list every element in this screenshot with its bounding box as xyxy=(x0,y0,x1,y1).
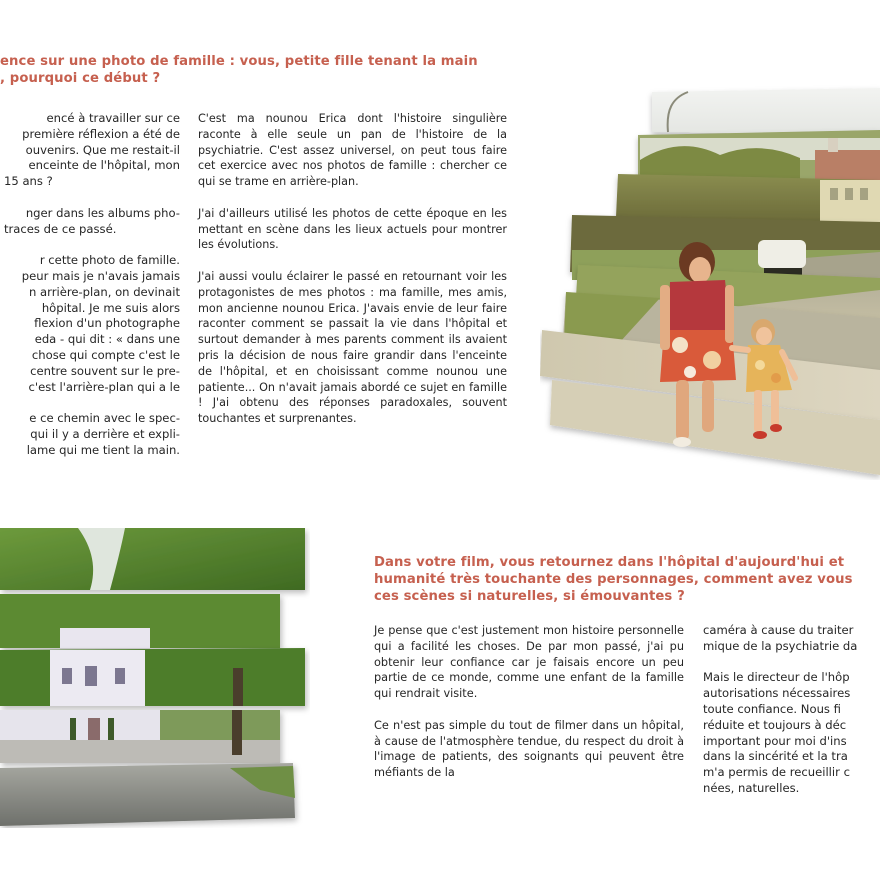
section2-heading-line: humanité très touchante des personnages, comment avez vous xyxy=(374,572,853,587)
section1-heading xyxy=(0,53,478,87)
text-line: encé à travailler sur ce xyxy=(46,111,180,125)
section2-right-column xyxy=(703,623,880,797)
text-line: centre souvent sur le pre- xyxy=(30,363,180,378)
text-line: n arrière-plan, on devinait xyxy=(29,284,180,299)
text-line: 15 ans ? xyxy=(4,174,53,189)
photo-strip xyxy=(0,528,305,590)
text-line: dans la sincérité et la tra xyxy=(703,749,848,764)
text-line: Mais le directeur de l'hôp xyxy=(703,670,850,685)
paragraph xyxy=(0,206,180,238)
paragraph: C'est ma nounou Erica dont l'histoire singulière raconte à elle seule un pan de l'histoire de la psychiatrie. C'est assez universel, on peut tous faire cet exercice avec nos photos de famille : chercher ce qui se trame en arrière-plan. xyxy=(198,112,507,189)
section1-right-column xyxy=(198,111,507,427)
text-line: r cette photo de famille. xyxy=(39,253,180,268)
text-line: c'est l'arrière-plan qui a le xyxy=(28,379,180,394)
photo-strip xyxy=(0,648,305,706)
paragraph: Ce n'est pas simple du tout de filmer dans un hôpital, à cause de l'atmosphère tendue, du respect du droit à l'image de patients, des soignants qui peuvent être méfiants de la xyxy=(374,718,684,780)
text-line: traces de ce passé. xyxy=(4,221,117,236)
text-line: nées, naturelles. xyxy=(703,780,800,795)
photo-strip xyxy=(652,88,880,135)
section2-heading-line: Dans votre film, vous retournez dans l'hôpital d'aujourd'hui et xyxy=(374,555,845,570)
section1-heading-line: ence sur une photo de famille : vous, petite fille tenant la main xyxy=(0,54,478,69)
paragraph xyxy=(0,411,180,458)
text-line: première réflexion a été de xyxy=(22,126,180,141)
hospital-avenue-photo-collage xyxy=(0,528,310,828)
text-line: ouvenirs. Que me restait-il xyxy=(25,142,180,157)
text-line: nger dans les albums pho- xyxy=(25,205,180,220)
text-line: chose qui compte c'est le xyxy=(31,347,180,362)
section1-heading-line: , pourquoi ce début ? xyxy=(0,71,161,86)
text-line: lame qui me tient la main. xyxy=(26,442,180,457)
text-line: peur mais je n'avais jamais xyxy=(21,268,180,283)
paragraph xyxy=(0,111,180,190)
text-line: important pour moi d'ins xyxy=(703,733,847,748)
text-line: m'a permis de recueillir c xyxy=(703,765,850,780)
paragraph: J'ai aussi voulu éclairer le passé en retournant voir les protagonistes de mes photos : ma famille, mes amis, mon ancienne nounou Erica. J'avais envie de leur faire raconter comment se passait la vie dans l'hôpital et surtout demander à mes parents comment ils avaient pris la décision de nous faire grandir dans l'enceinte de l'hôpital, et en choisissant comme nounou une patiente... On n'avait jamais abordé ce sujet en famille ! J'ai obtenu des réponses paradoxales, souvent touchantes et surprenantes. xyxy=(198,269,507,426)
paragraph xyxy=(703,670,880,796)
paragraph xyxy=(0,253,180,395)
section1-left-column xyxy=(0,111,180,459)
text-line: qui il y a derrière et expli- xyxy=(30,426,180,441)
paragraph: Je pense que c'est justement mon histoire personnelle qui a facilité les choses. De par mon passé, j'ai pu obtenir leur confiance car je faisais encore un peu partie de ce monde, comme une enfant de la famille qui rendrait visite. xyxy=(374,624,684,701)
paragraph xyxy=(703,623,880,655)
hospital-photo-illustration xyxy=(0,528,310,828)
text-line: toute confiance. Nous fi xyxy=(703,701,841,716)
vintage-family-photo-collage xyxy=(540,80,880,480)
text-line: flexion d'un photographe xyxy=(34,316,180,331)
section2-left-column xyxy=(374,623,684,781)
vintage-photo-illustration xyxy=(540,80,880,480)
text-line: enceinte de l'hôpital, mon xyxy=(28,158,180,173)
text-line: e ce chemin avec le spec- xyxy=(29,411,180,426)
text-line: caméra à cause du traiter xyxy=(703,623,854,637)
text-line: autorisations nécessaires xyxy=(703,686,851,701)
section2-heading xyxy=(374,554,853,605)
text-line: hôpital. Je me suis alors xyxy=(41,300,180,315)
text-line: eda - qui dit : « dans une xyxy=(34,332,180,347)
paragraph: J'ai d'ailleurs utilisé les photos de cette époque en les mettant en scène dans les lieux actuels pour montrer les évolutions. xyxy=(198,206,507,252)
text-line: mique de la psychiatrie da xyxy=(703,638,858,653)
text-line: réduite et toujours à déc xyxy=(703,717,847,732)
section2-heading-line: ces scènes si naturelles, si émouvantes ? xyxy=(374,589,685,604)
